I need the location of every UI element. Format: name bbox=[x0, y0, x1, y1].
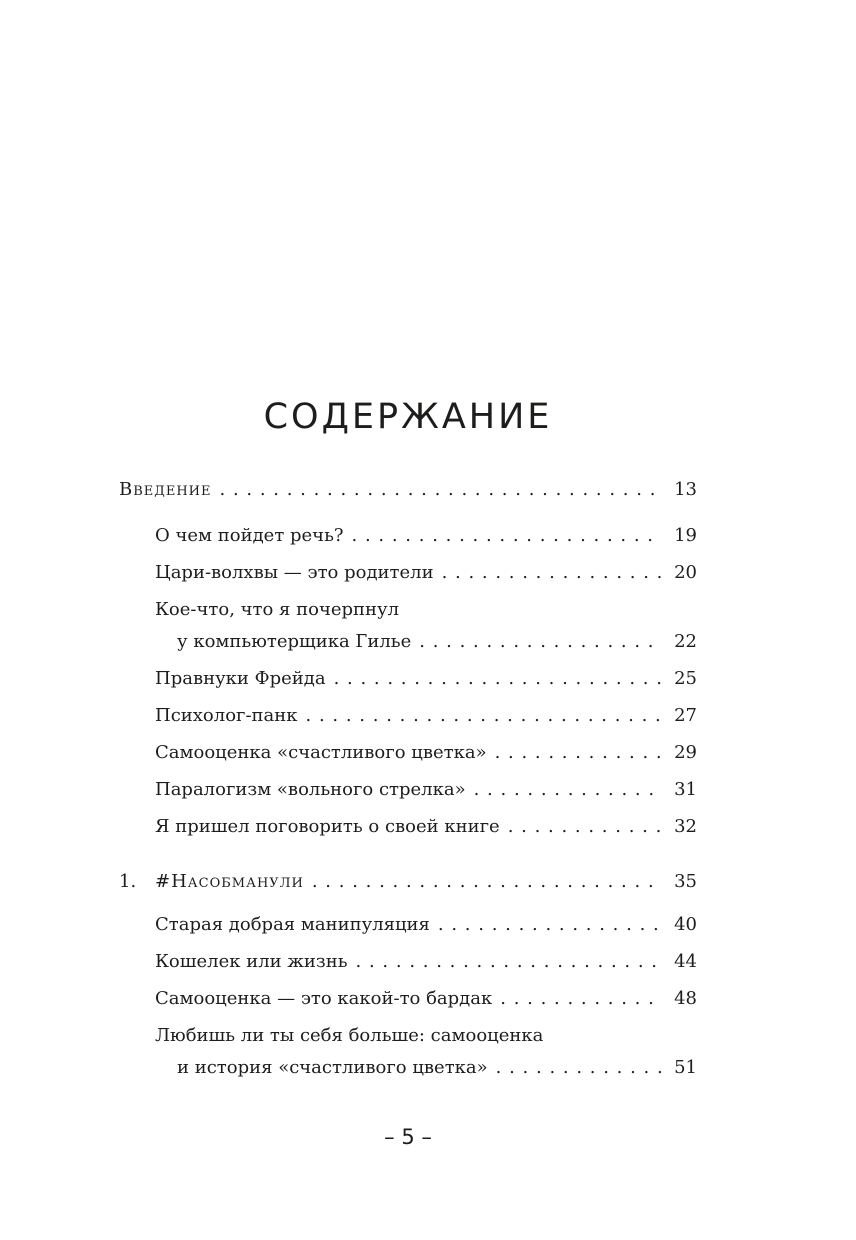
toc-entry-label: Введение bbox=[119, 479, 212, 500]
toc-page-number: 51 bbox=[674, 1057, 697, 1078]
dot-leader bbox=[220, 479, 662, 501]
toc-entry-label: Паралогизм «вольного стрелка» bbox=[155, 779, 466, 800]
dot-leader bbox=[419, 631, 661, 653]
toc-entry-label: Старая добрая манипуляция bbox=[155, 914, 430, 935]
toc-entry-label: и история «счастливого цветка» bbox=[177, 1057, 488, 1078]
toc-page-number: 44 bbox=[674, 951, 697, 972]
dot-leader bbox=[508, 816, 661, 838]
toc-entry[interactable] bbox=[177, 1057, 697, 1079]
dot-leader bbox=[500, 988, 661, 1010]
toc-entry[interactable] bbox=[155, 779, 697, 801]
dot-leader bbox=[312, 871, 661, 893]
dot-leader bbox=[438, 914, 661, 936]
dot-leader bbox=[495, 742, 661, 764]
dot-leader bbox=[356, 951, 661, 973]
toc-page-number: 19 bbox=[674, 525, 697, 546]
toc-entry-label: Кошелек или жизнь bbox=[155, 951, 348, 972]
toc-entry[interactable] bbox=[155, 914, 697, 936]
toc-entry[interactable] bbox=[155, 705, 697, 727]
toc-page-number: 22 bbox=[674, 631, 697, 652]
toc-entry-label: Психолог-панк bbox=[155, 705, 298, 726]
toc-page-number: 35 bbox=[674, 871, 697, 892]
dot-leader bbox=[352, 525, 661, 547]
dot-leader bbox=[306, 705, 661, 727]
toc-entry-label: #Насобманули bbox=[155, 871, 304, 892]
toc-entry-label: Я пришел поговорить о своей книге bbox=[155, 816, 500, 837]
toc-entry[interactable] bbox=[155, 742, 697, 764]
toc-entry[interactable] bbox=[177, 631, 697, 653]
toc-entry[interactable] bbox=[155, 562, 697, 584]
toc-entry-label: Цари-волхвы — это родители bbox=[155, 562, 434, 583]
dot-leader bbox=[442, 562, 661, 584]
toc-page-number: 27 bbox=[674, 705, 697, 726]
toc-page-number: 29 bbox=[674, 742, 697, 763]
toc-entry[interactable] bbox=[155, 816, 697, 838]
page-title: СОДЕРЖАНИЕ bbox=[263, 397, 553, 437]
toc-entry-label: Самооценка «счастливого цветка» bbox=[155, 742, 487, 763]
toc-chapter-intro[interactable] bbox=[119, 479, 697, 501]
toc-entry[interactable] bbox=[155, 668, 697, 690]
toc-entry-label: Правнуки Фрейда bbox=[155, 668, 326, 689]
toc-entry-label: Самооценка — это какой-то бардак bbox=[155, 988, 493, 1009]
toc-entry-label-line1[interactable]: Кое-что, что я почерпнул bbox=[155, 599, 400, 620]
toc-entry-label: у компьютерщика Гилье bbox=[177, 631, 412, 652]
toc-entry[interactable] bbox=[155, 525, 697, 547]
toc-page-number: 32 bbox=[674, 816, 697, 837]
toc-page-number: 48 bbox=[674, 988, 697, 1009]
toc-entry[interactable] bbox=[155, 951, 697, 973]
toc-entry-label: О чем пойдет речь? bbox=[155, 525, 344, 546]
toc-page-number: 31 bbox=[674, 779, 697, 800]
toc-chapter-1[interactable] bbox=[119, 871, 697, 893]
dot-leader bbox=[474, 779, 661, 801]
toc-page-number: 20 bbox=[674, 562, 697, 583]
dot-leader bbox=[334, 668, 661, 690]
dot-leader bbox=[496, 1057, 661, 1079]
toc-page-number: 25 bbox=[674, 668, 697, 689]
toc-entry[interactable] bbox=[155, 988, 697, 1010]
page-number: – 5 – bbox=[384, 1125, 432, 1149]
toc-page-number: 13 bbox=[674, 479, 697, 500]
toc-page-number: 40 bbox=[674, 914, 697, 935]
toc-entry-label-line1[interactable]: Любишь ли ты себя больше: самооценка bbox=[155, 1025, 544, 1046]
chapter-number: 1. bbox=[119, 871, 137, 892]
